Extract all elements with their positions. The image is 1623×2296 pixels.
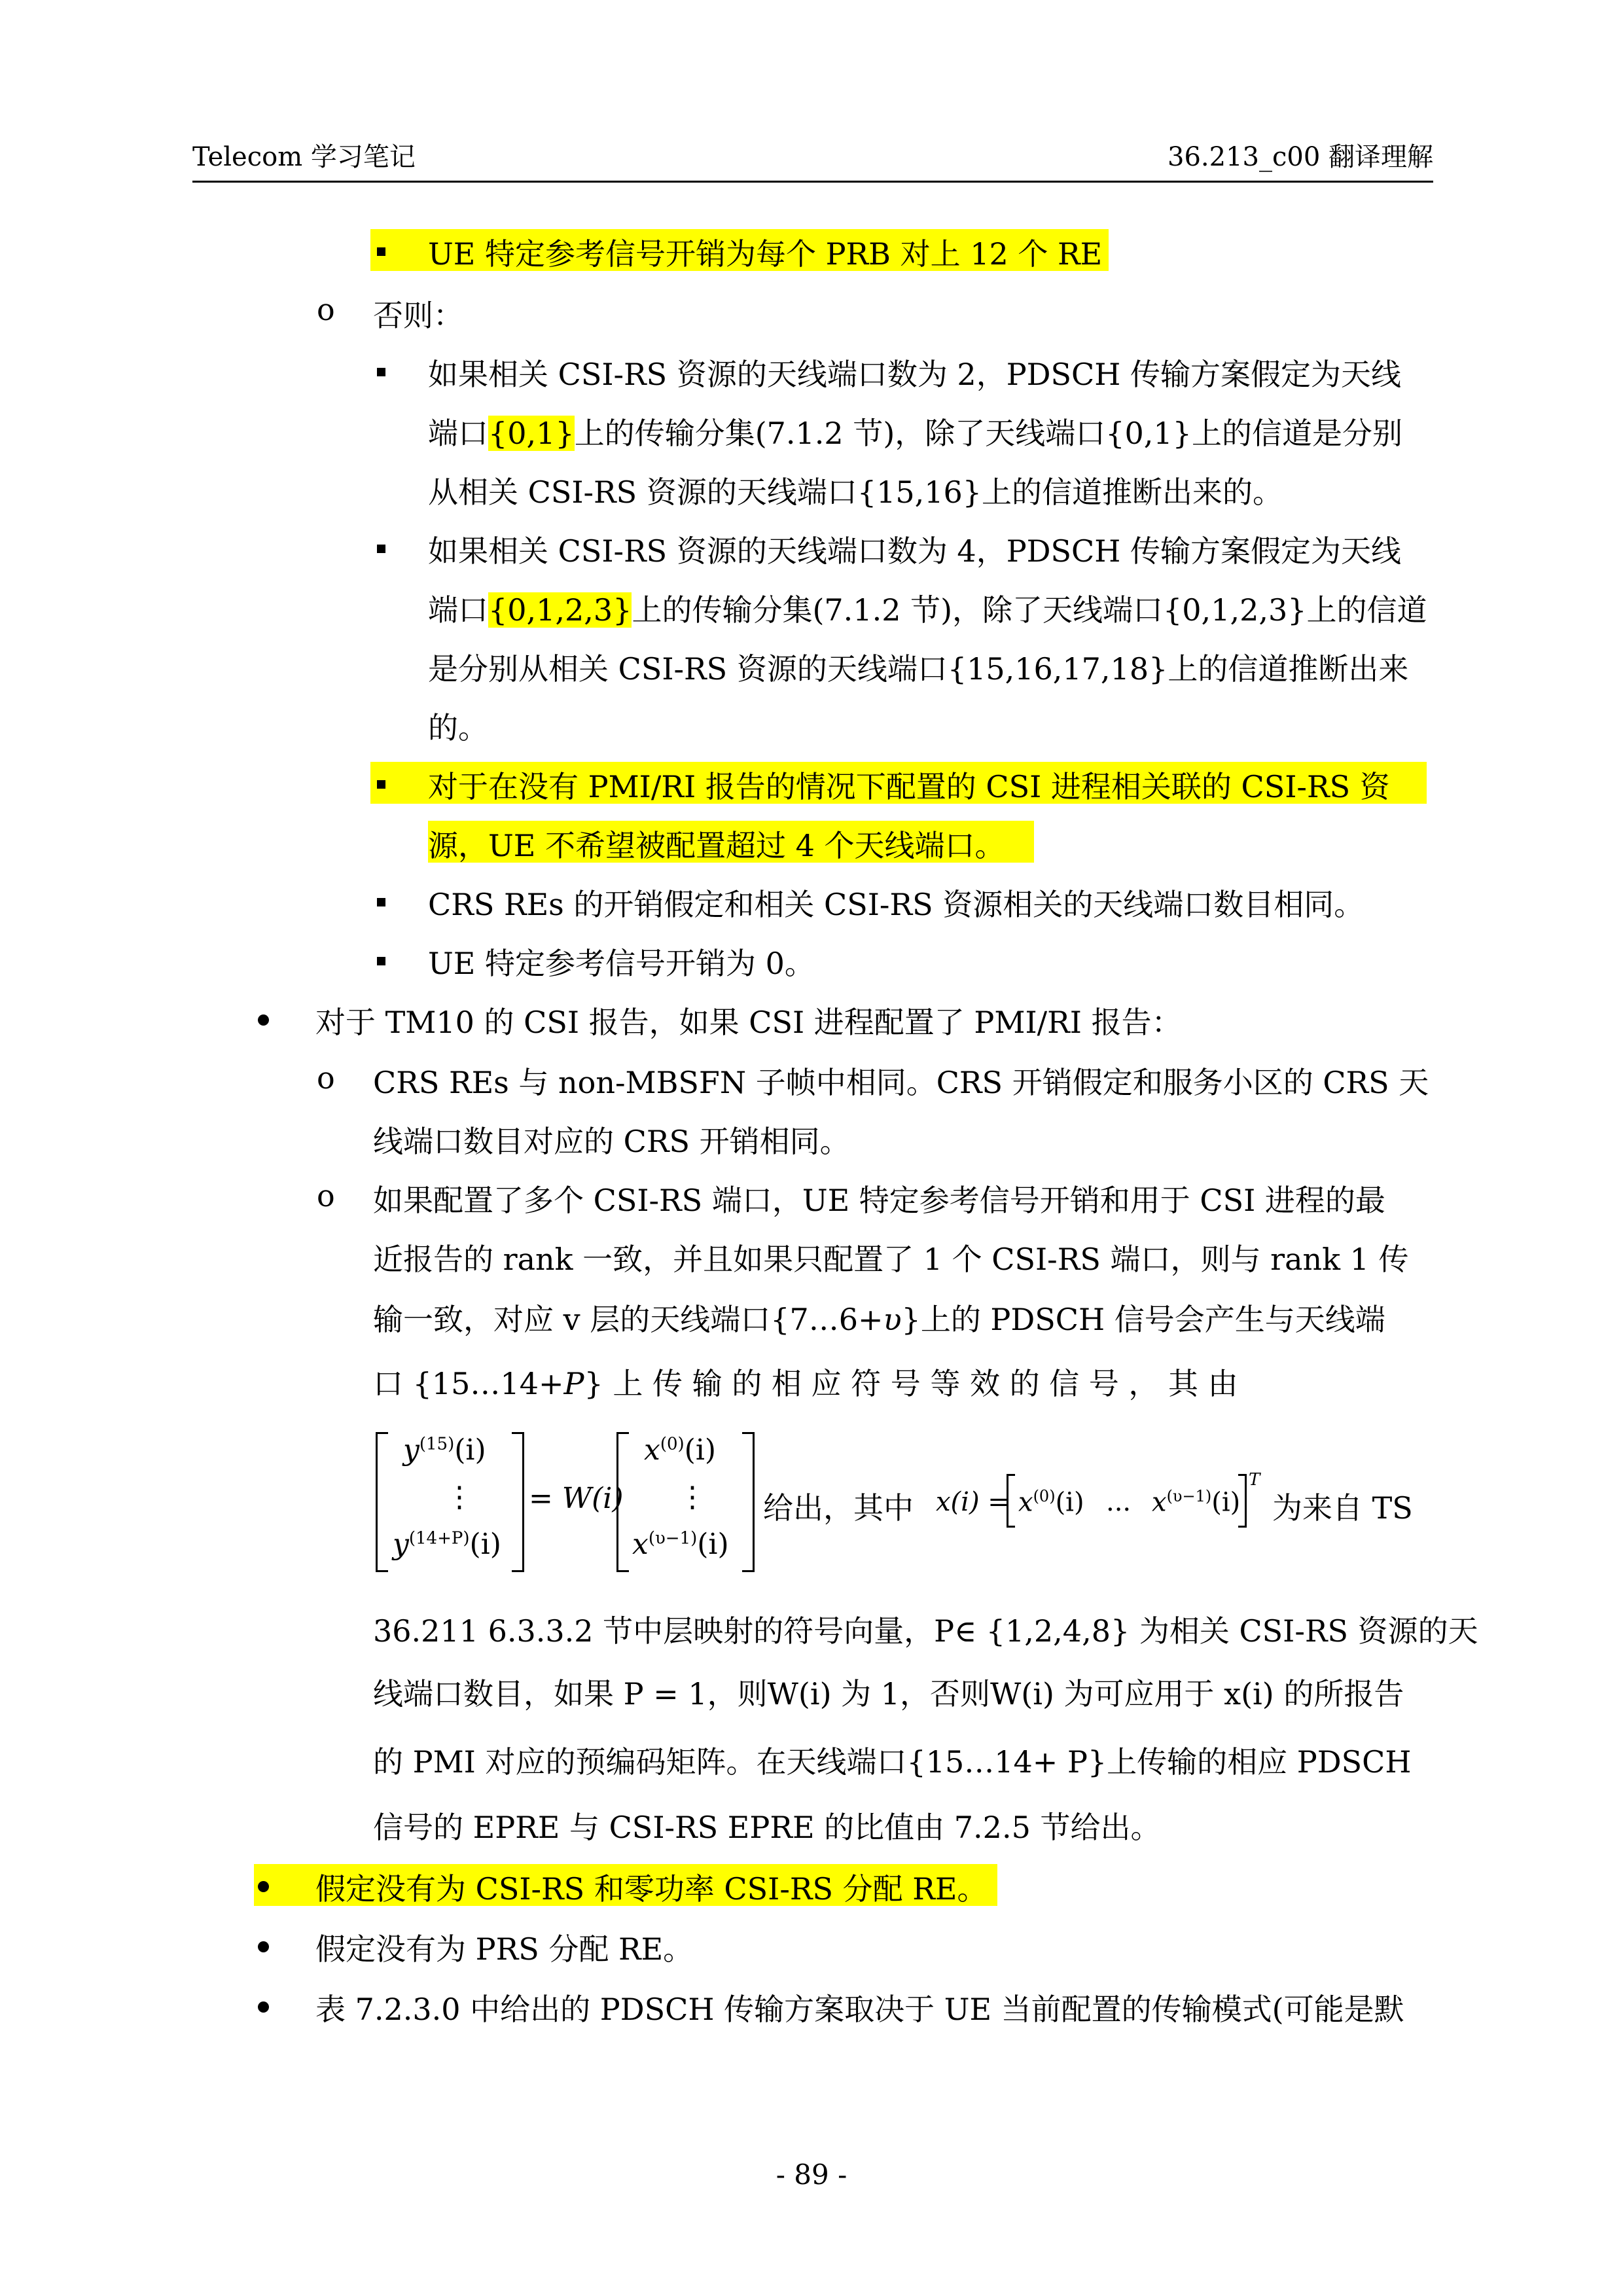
left-bracket [376,1432,388,1572]
right-bracket [512,1432,524,1572]
text-line-4b [428,586,1427,630]
text-given: 给出，其中 [763,1490,914,1526]
circle-bullet-icon: o [317,292,335,327]
highlight-ports-0-3: {0,1,2,3} [488,592,632,628]
text-10c-pre: 输一致，对应 v 层的天线端口{7…6+ [373,1302,883,1337]
transpose-t: T [1249,1470,1260,1490]
square-bullet-icon [377,780,385,789]
text-line-10a: 如果配置了多个 CSI-RS 端口，UE 特定参考信号开销和用于 CSI 进程的最 [373,1183,1385,1218]
circle-bullet-icon: o [317,1178,335,1213]
header-right: 36.213_c00 翻译理解 [1168,142,1433,172]
text-10d-post: } 上 传 输 的 相 应 符 号 等 效 的 信 号 ， 其 由 [584,1366,1238,1401]
upsilon-symbol: υ [883,1302,902,1337]
dot-bullet-icon [258,1881,269,1892]
text-line-4a: 如果相关 CSI-RS 资源的天线端口数为 4，PDSCH 传输方案假定为天线 [428,533,1401,569]
text-line-2: 否则： [373,298,463,333]
square-bullet-icon [377,898,385,906]
text-line-5a: 对于在没有 PMI/RI 报告的情况下配置的 CSI 进程相关联的 CSI-RS 资 [428,769,1390,804]
xvec-last: $x^{(\upsilon-1)}(i)$ [1152,1487,1241,1518]
text-line-9a: CRS REs 与 non-MBSFN 子帧中相同。CRS 开销假定和服务小区的 CRS 天 [373,1065,1429,1100]
text-4b-pre: 端口 [428,592,488,628]
xvec-first: $x^{(0)}(i)$ [1018,1487,1084,1518]
text-line-11b: 线端口数目，如果 P = 1，则W(i) 为 1，否则W(i) 为可应用于 x(i) 的所报告 [373,1676,1404,1712]
circle-bullet-icon: o [317,1060,335,1096]
text-line-4d: 的。 [428,710,488,745]
square-bullet-icon [377,545,385,553]
x-bottom: $x^{(\upsilon-1)}(i)$ [632,1528,729,1561]
y-vdots: ⋮ [445,1480,474,1514]
text-line-10b: 近报告的 rank 一致，并且如果只配置了 1 个 CSI-RS 端口，则与 rank 1 传 [373,1242,1409,1277]
text-4b-post: 上的传输分集(7.1.2 节)，除了天线端口{0,1,2,3}上的信道 [632,592,1427,628]
right-bracket [1238,1474,1247,1528]
text-line-11a: 36.211 6.3.3.2 节中层映射的符号向量，P∈ {1,2,4,8} 为相关 CSI-RS 资源的天 [373,1613,1478,1649]
text-3b-pre: 端口 [428,416,488,451]
text-line-3b [428,410,1402,453]
highlight-ports-0-1: {0,1} [488,416,575,451]
text-line-5b: 源，UE 不希望被配置超过 4 个天线端口。 [428,828,1005,863]
text-line-4c: 是分别从相关 CSI-RS 资源的天线端口{15,16,17,18}上的信道推断出来 [428,651,1409,687]
text-line-3c: 从相关 CSI-RS 资源的天线端口{15,16}上的信道推断出来的。 [428,475,1283,510]
text-line-9b: 线端口数目对应的 CRS 开销相同。 [373,1124,850,1159]
page-number: - 89 - [776,2159,847,2191]
square-bullet-icon [377,247,385,256]
p-symbol: P [563,1366,584,1401]
square-bullet-icon [377,957,385,965]
left-bracket [616,1432,629,1572]
text-line-11c: 的 PMI 对应的预编码矩阵。在天线端口{15…14+ P}上传输的相应 PDSCH [373,1744,1412,1780]
text-line-7: UE 特定参考信号开销为 0。 [428,946,815,981]
xvec-lhs: x(i) = [936,1487,1010,1517]
equals-w: = W(i) [529,1482,624,1515]
text-line-10c [373,1296,1385,1339]
text-10d-pre: 口 {15…14+ [373,1366,564,1401]
y-bottom: $y^{(14+P)}(i)$ [393,1528,501,1561]
text-3b-post: 上的传输分集(7.1.2 节)，除了天线端口{0,1}上的信道是分别 [574,416,1402,451]
x-top: $x^{(0)}(i)$ [644,1433,717,1467]
dot-bullet-icon [258,1014,269,1026]
text-line-12: 假定没有为 CSI-RS 和零功率 CSI-RS 分配 RE。 [315,1871,988,1907]
dot-bullet-icon [258,1941,269,1952]
y-top: $y^{(15)}(i)$ [403,1433,486,1467]
dot-bullet-icon [258,2001,269,2013]
right-bracket [742,1432,755,1572]
text-line-6: CRS REs 的开销假定和相关 CSI-RS 资源相关的天线端口数目相同。 [428,887,1364,922]
xvec-dots: ... [1106,1487,1132,1517]
header-left: Telecom 学习笔记 [192,142,416,172]
text-line-13: 假定没有为 PRS 分配 RE。 [315,1931,694,1967]
text-line-14: 表 7.2.3.0 中给出的 PDSCH 传输方案取决于 UE 当前配置的传输模式(可能是默 [315,1992,1404,2027]
text-line-10d [373,1360,1427,1403]
square-bullet-icon [377,368,385,376]
text-from-ts: 为来自 TS [1272,1490,1413,1526]
header-rule [192,181,1433,183]
x-vdots: ⋮ [678,1480,707,1514]
text-10c-post: }上的 PDSCH 信号会产生与天线端 [901,1302,1385,1337]
text-line-1: UE 特定参考信号开销为每个 PRB 对上 12 个 RE [428,236,1103,272]
text-line-8: 对于 TM10 的 CSI 报告，如果 CSI 进程配置了 PMI/RI 报告： [315,1005,1182,1040]
text-line-11d: 信号的 EPRE 与 CSI-RS EPRE 的比值由 7.2.5 节给出。 [373,1810,1161,1845]
left-bracket [1007,1474,1015,1528]
text-line-3a: 如果相关 CSI-RS 资源的天线端口数为 2，PDSCH 传输方案假定为天线 [428,357,1401,392]
